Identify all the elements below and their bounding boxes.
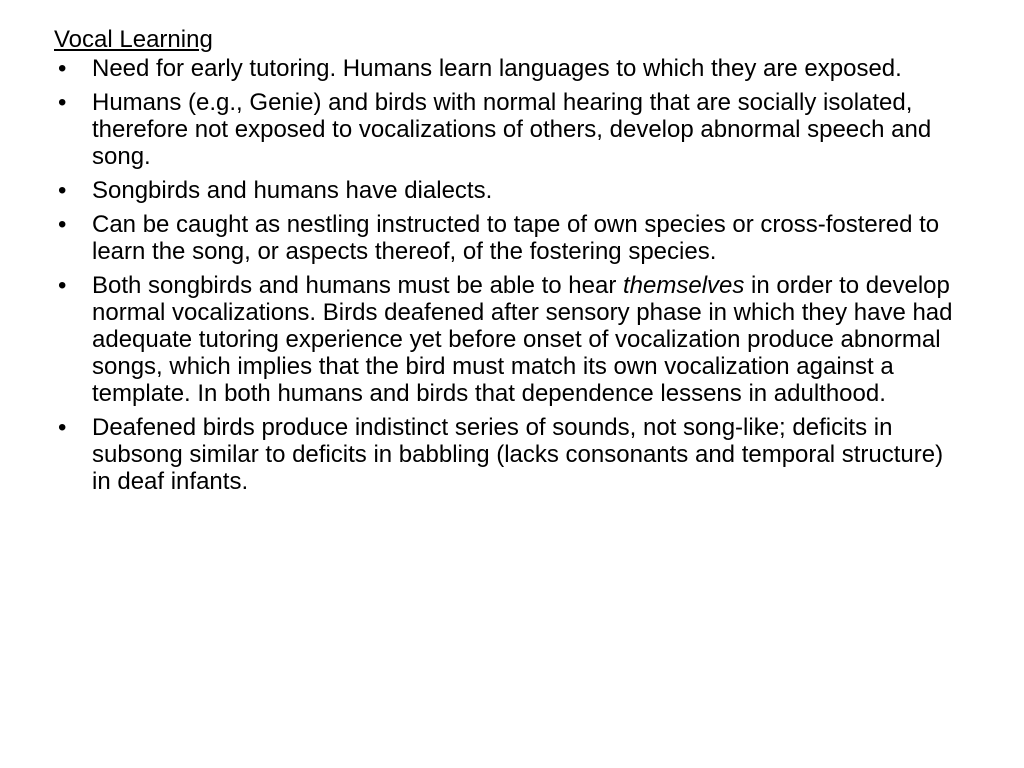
slide-title: Vocal Learning — [54, 26, 213, 53]
bullet-icon: • — [58, 177, 67, 204]
slide-content — [54, 26, 964, 502]
bullet-text: Humans (e.g., Genie) and birds with normal hearing that are socially isolated, therefore not exposed to vocalizations of others, develop abnormal speech and song. — [92, 89, 932, 170]
bullet-icon: • — [58, 89, 67, 116]
bullet-icon: • — [58, 414, 67, 441]
bullet-text: Can be caught as nestling instructed to tape of own species or cross-fostered to learn the song, or aspects thereof, of the fostering species. — [92, 211, 940, 265]
bullet-text-after: in order to develop normal vocalizations. Birds deafened after sensory phase in which they have had adequate tutoring experience yet before onset of vocalization produce abnormal songs, which implies that the bird must match its own vocalization against a template. In both humans and birds that dependence lessens in adulthood. — [92, 272, 953, 407]
bullet-icon: • — [58, 272, 67, 299]
emphasized-word: themselves — [623, 272, 745, 299]
list-item — [54, 177, 964, 204]
bullet-icon: • — [58, 211, 67, 238]
list-item — [54, 211, 964, 265]
bullet-list — [54, 55, 964, 495]
bullet-text: Need for early tutoring. Humans learn languages to which they are exposed. — [92, 55, 902, 82]
list-item — [54, 89, 964, 170]
list-item — [54, 414, 964, 495]
list-item — [54, 55, 964, 82]
bullet-text-before: Both songbirds and humans must be able to hear — [92, 272, 623, 299]
bullet-icon: • — [58, 55, 67, 82]
list-item — [54, 272, 964, 407]
bullet-text: Deafened birds produce indistinct series of sounds, not song-like; deficits in subsong similar to deficits in babbling (lacks consonants and temporal structure) in deaf infants. — [92, 414, 944, 495]
bullet-text: Songbirds and humans have dialects. — [92, 177, 493, 204]
bullet-text — [92, 272, 953, 407]
